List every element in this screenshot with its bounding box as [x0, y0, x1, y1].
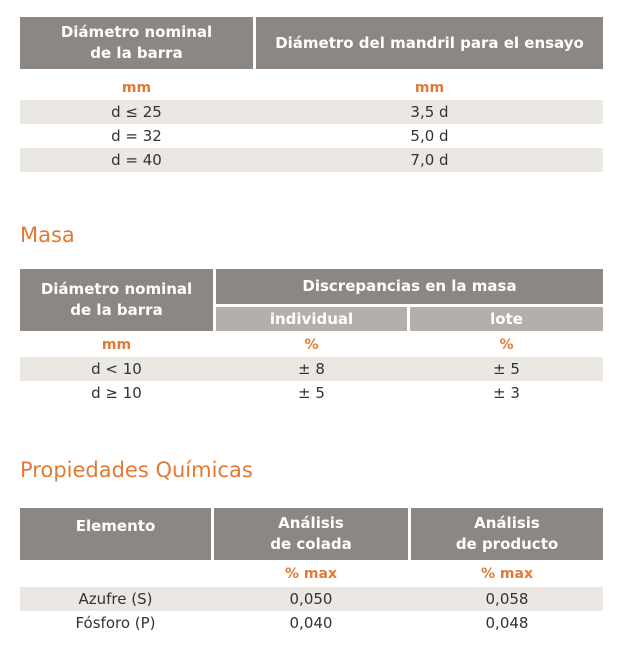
- quimicas-table: [20, 508, 603, 636]
- quimicas-unit-producto: % max: [481, 566, 533, 582]
- mandril-header-diametro: Diámetro nominal de la barra: [20, 17, 253, 69]
- masa-unit-individual: %: [304, 337, 319, 353]
- producto-cell: 0,058: [485, 590, 529, 608]
- diametro-cell: d ≥ 10: [91, 384, 142, 402]
- table-row: [20, 148, 603, 172]
- quimicas-unit-colada: % max: [285, 566, 337, 582]
- quimicas-header-colada: Análisis de colada: [214, 508, 408, 560]
- individual-cell: ± 5: [298, 384, 325, 402]
- table-row: [20, 611, 603, 635]
- table-row: [20, 100, 603, 124]
- mandril-header-mandril: Diámetro del mandril para el ensayo: [256, 17, 603, 69]
- colada-cell: 0,050: [289, 590, 333, 608]
- mandril-table: [20, 17, 603, 173]
- table-row: [20, 381, 603, 405]
- colada-cell: 0,040: [289, 614, 333, 632]
- quimicas-unit-elemento: [20, 562, 211, 586]
- quimicas-header-producto: Análisis de producto: [411, 508, 603, 560]
- lote-cell: ± 3: [493, 384, 520, 402]
- diametro-cell: d < 10: [91, 360, 142, 378]
- mandril-unit-mandril: mm: [414, 80, 445, 96]
- diametro-cell: d = 32: [111, 127, 162, 145]
- elemento-cell: Fósforo (P): [75, 614, 156, 632]
- quimicas-header-elemento: Elemento: [20, 508, 211, 560]
- diametro-cell: d ≤ 25: [111, 103, 162, 121]
- producto-cell: 0,048: [485, 614, 529, 632]
- table-row: [20, 124, 603, 148]
- section-title-quimicas: Propiedades Químicas: [20, 458, 253, 482]
- section-title-masa: Masa: [20, 223, 75, 247]
- mandril-unit-diametro: mm: [121, 80, 152, 96]
- masa-header-discrepancias: Discrepancias en la masa: [216, 269, 603, 304]
- masa-header-diametro: Diámetro nominal de la barra: [20, 269, 213, 331]
- elemento-cell: Azufre (S): [78, 590, 153, 608]
- lote-cell: ± 5: [493, 360, 520, 378]
- masa-unit-diametro: mm: [101, 337, 132, 353]
- diametro-cell: d = 40: [111, 151, 162, 169]
- masa-table: [20, 269, 603, 409]
- masa-unit-lote: %: [499, 337, 514, 353]
- masa-subheader-individual: individual: [216, 307, 407, 331]
- masa-subheader-lote: lote: [410, 307, 603, 331]
- mandril-cell: 5,0 d: [410, 127, 449, 145]
- table-row: [20, 357, 603, 381]
- mandril-cell: 7,0 d: [410, 151, 449, 169]
- individual-cell: ± 8: [298, 360, 325, 378]
- table-row: [20, 587, 603, 611]
- mandril-cell: 3,5 d: [410, 103, 449, 121]
